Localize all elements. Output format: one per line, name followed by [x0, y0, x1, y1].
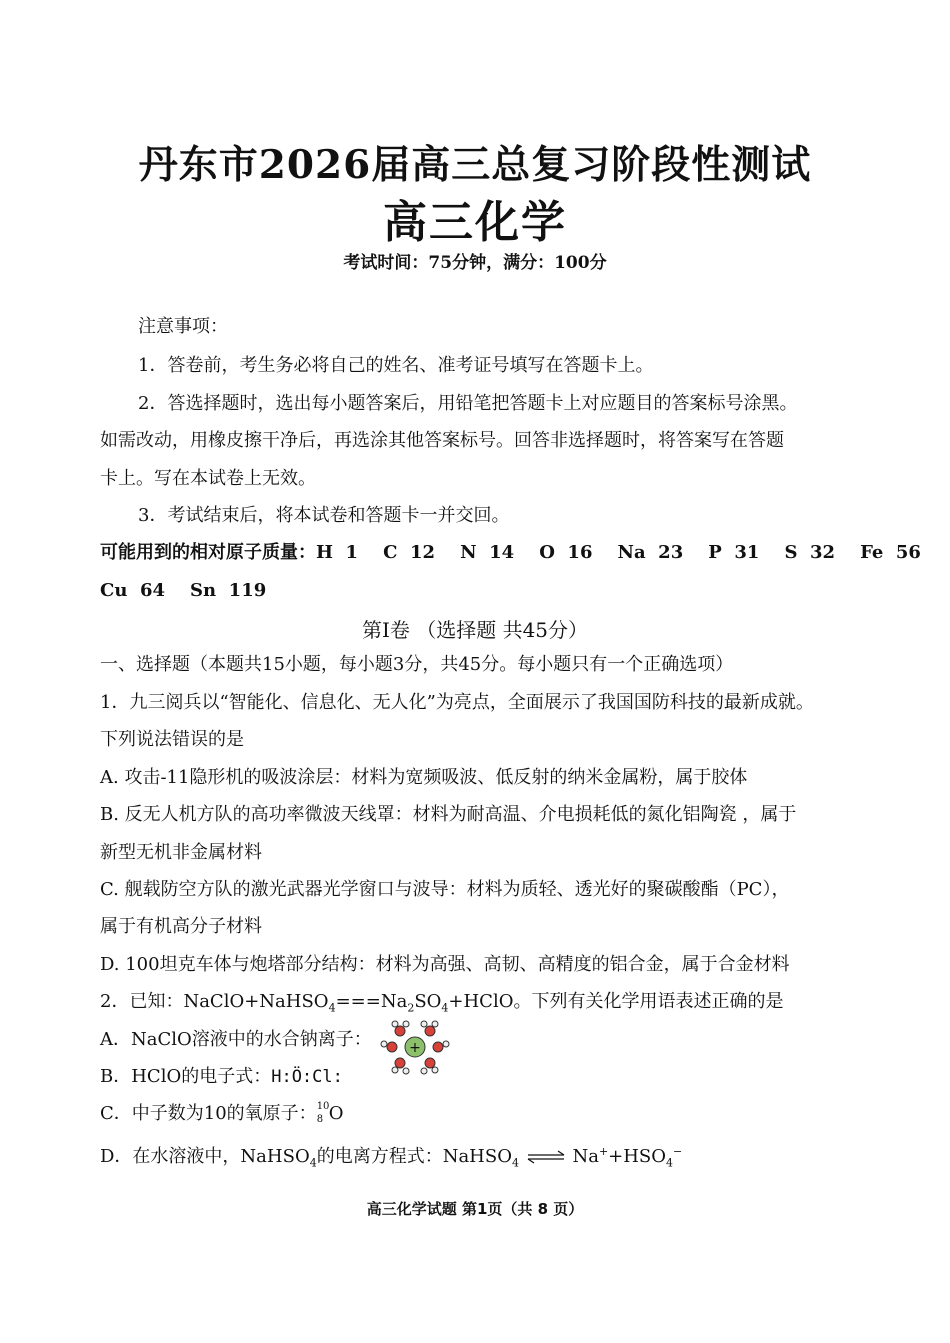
notes-item-2-line1: 2．答选择题时，选出每小题答案后，用铅笔把答题卡上对应题目的答案标号涂黑。 — [138, 393, 798, 414]
notes-item-1: 1．答卷前，考生务必将自己的姓名、准考证号填写在答题卡上。 — [138, 355, 654, 376]
oxygen-atom — [387, 1042, 397, 1052]
oxygen-atom — [395, 1026, 405, 1036]
notes-item-2-line2: 如需改动，用橡皮擦干净后，再选涂其他答案标号。回答非选择题时，将答案写在答题 — [100, 430, 784, 451]
q1-option-c-line1: C. 舰载防空方队的激光武器光学窗口与波导：材料为质轻、透光好的聚碳酸酯（PC）， — [100, 879, 790, 900]
reversible-arrow-icon — [525, 1149, 567, 1165]
q1-stem-line1: 1．九三阅兵以“智能化、信息化、无人化”为亮点，全面展示了我国国防科技的最新成就。 — [100, 692, 814, 713]
q1-option-d: D. 100坦克车体与炮塔部分结构：材料为高强、高韧、高精度的铝合金，属于合金材料 — [100, 954, 790, 975]
q2-option-c: C．中子数为10的氧原子： 10 8 O — [100, 1101, 344, 1125]
q1-option-b-line1: B. 反无人机方队的高功率微波天线罩：材料为耐高温、介电损耗低的氮化铝陶瓷 ，属于 — [100, 804, 797, 825]
hydrogen-atom — [432, 1021, 438, 1027]
notes-item-2-line3: 卡上。写在本试卷上无效。 — [100, 468, 316, 489]
section-title: 第Ⅰ卷 （选择题 共45分） — [361, 618, 589, 642]
q1-option-a: A. 攻击-11隐形机的吸波涂层：材料为宽频吸波、低反射的纳米金属粉，属于胶体 — [100, 767, 748, 788]
hclo-electron-formula: H:Ö:Cl: — [271, 1067, 343, 1087]
hydrogen-atom — [403, 1021, 409, 1027]
exam-info: 考试时间：75分钟，满分：100分 — [343, 253, 607, 273]
q2-option-a: A．NaClO溶液中的水合钠离子： — [100, 1029, 372, 1050]
hydrogen-atom — [443, 1041, 449, 1047]
hydrogen-atom — [421, 1021, 427, 1027]
notes-item-3: 3．考试结束后，将本试卷和答题卡一并交回。 — [138, 505, 510, 526]
q2-option-b: B．HClO的电子式：H:Ö:Cl: — [100, 1066, 343, 1087]
q2-stem: 2．已知：$NaClO+NaHSO_4===Na_2SO_4+HClO$。下列有关化学用语表述正确的是 — [100, 991, 784, 1015]
hydrogen-atom — [392, 1021, 398, 1027]
exam-title: 丹东市2026届高三总复习阶段性测试 — [138, 142, 812, 188]
page-footer: 高三化学试题 第1页（共 8 页） — [366, 1200, 584, 1218]
atomic-masses-line1: 可能用到的相对原子质量：H 1 C 12 N 14 O 16 Na 23 P 31 S 32 Fe 56 — [100, 542, 921, 563]
hydrogen-atom — [381, 1041, 387, 1047]
notes-heading: 注意事项： — [138, 316, 228, 337]
q1-stem-line2: 下列说法错误的是 — [100, 729, 244, 750]
atomic-masses-line2: Cu 64 Sn 119 — [100, 580, 267, 601]
oxygen-atom — [425, 1026, 435, 1036]
isotope-notation: 10 8 — [316, 1101, 330, 1125]
ion-charge: + — [409, 1040, 421, 1056]
q1-option-b-line2: 新型无机非金属材料 — [100, 842, 262, 863]
q1-option-c-line2: 属于有机高分子材料 — [100, 916, 262, 937]
oxygen-atom — [433, 1042, 443, 1052]
q2-option-d: D．在水溶液中，NaHSO$_4$的电离方程式：NaHSO$_4$ $Na^++HSO_4^-$ — [100, 1145, 683, 1170]
subject-title: 高三化学 — [383, 197, 567, 248]
section-instruction: 一、选择题（本题共15小题，每小题3分，共45分。每小题只有一个正确选项） — [100, 654, 734, 675]
